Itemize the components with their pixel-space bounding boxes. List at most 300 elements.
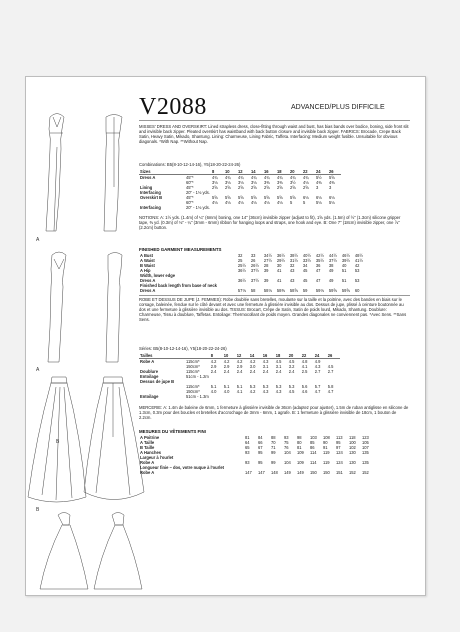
yardage-value: 4.8	[301, 359, 308, 364]
yardage-value: 4.1	[301, 364, 308, 369]
yardage-row-label: Dessus de jupe B	[140, 379, 175, 384]
yardage-value: 4.7	[314, 389, 321, 394]
sizes-header-label: Tailles	[139, 353, 185, 359]
measurement-value: 27½	[263, 258, 272, 263]
yardage-value: 3	[328, 185, 332, 190]
figure-label-a: A	[36, 237, 40, 243]
yardage-value: 4.5	[327, 364, 334, 369]
measurement-value: 39½	[341, 258, 350, 263]
yardage-row-label: Dress A	[140, 175, 156, 180]
yardage-value	[262, 394, 275, 399]
yardage-value	[288, 394, 301, 399]
yardage-value: 4¾	[289, 175, 296, 180]
yardage-value: 4.2	[249, 359, 256, 364]
measurement-value: 118	[349, 435, 356, 440]
measurement-value: 149	[284, 470, 291, 475]
measurement-value: 33½	[302, 258, 311, 263]
size-header-cell: 12	[236, 353, 249, 359]
measurement-value: 97	[336, 445, 341, 450]
yardage-value	[315, 205, 328, 210]
yardage-value: 2.9	[223, 364, 230, 369]
sizes-header-label: Sizes	[139, 169, 185, 175]
yardage-value: 5⅝	[328, 175, 335, 180]
yardage-value: 2⅝	[289, 185, 296, 190]
yardage-value: 2.7	[327, 369, 334, 374]
measurement-value: 26	[250, 258, 256, 263]
measurement-value: 75	[284, 440, 289, 445]
yardage-row-label: Entoilage	[140, 374, 159, 379]
yardage-value	[223, 394, 236, 399]
dress-a-back-drawing	[104, 115, 122, 232]
measurement-value: 34½	[263, 253, 272, 258]
size-header-cell: 14	[249, 353, 262, 359]
measurement-row-label: A Poitrine	[140, 435, 160, 440]
yardage-value: 2⅝	[237, 185, 244, 190]
measurement-value: 107	[362, 445, 369, 450]
yardage-value: 6⅛	[302, 195, 309, 200]
measurement-value: 102	[349, 445, 356, 450]
measurement-value: 25½	[237, 263, 246, 268]
yardage-value: 3.0	[249, 364, 256, 369]
yardage-value: 4¾	[276, 175, 283, 180]
measurement-value: 113	[336, 435, 343, 440]
measurement-value: 108	[323, 435, 330, 440]
measurement-value: 53	[354, 268, 360, 273]
measurement-row	[139, 470, 374, 475]
measurement-value: 95	[336, 440, 341, 445]
yardage-value: 6⅛	[328, 195, 335, 200]
yardage-value	[275, 394, 288, 399]
measurement-row-label: A Bust	[140, 253, 154, 258]
yardage-value	[211, 205, 224, 210]
measurement-value: 45	[302, 268, 308, 273]
measurement-value: 103	[310, 435, 317, 440]
yardage-value	[302, 205, 315, 210]
yardage-value: 5	[289, 200, 293, 205]
size-header-cell: 10	[224, 169, 237, 175]
measurement-value: 43	[289, 268, 295, 273]
measurement-value: 39	[263, 278, 269, 283]
measurement-value: 91	[323, 445, 328, 450]
yardage-value: 4⅛	[250, 200, 257, 205]
yardage-value	[276, 205, 289, 210]
yardage-row-unit: 45"*	[186, 185, 194, 190]
yardage-value: 4.5	[275, 359, 282, 364]
french-notions: MERCERIE: A: 1.4m de baleine de 6mm, 1 fermeture à glissière invisible de 36cm (adaptez pour ajuster), 1.5m de ruban antiglisse en silicone de 1.3cm, 0.3m pour des boucles et bretelles d'accrochage de 3mm - 6mm, 1 agrafe. B: 1 fermeture à glissière invisible de 18cm, 1 bouton de 2.2cm.	[139, 405, 409, 421]
yardage-value: 4.2	[236, 359, 243, 364]
measurement-value: 34	[302, 263, 308, 268]
yardage-row-unit: 115cm*	[186, 369, 200, 374]
yardage-value: 4¾	[250, 175, 257, 180]
yardage-row-label: Doublure	[140, 369, 158, 374]
measurement-value: 95	[258, 460, 263, 465]
measurement-row-label: A Waist	[140, 258, 155, 263]
measurement-value: 80	[297, 440, 302, 445]
measurement-value: 119	[323, 450, 330, 455]
yardage-value: 2.4	[275, 369, 282, 374]
yardage-row-unit: 51cm - 1.3m	[186, 394, 209, 399]
yardage-value: 2.9	[210, 364, 217, 369]
yardage-value: 3½	[289, 180, 296, 185]
measurement-value: 57⅛	[237, 288, 246, 293]
measurement-value: 150	[310, 470, 317, 475]
size-header-cell: 14	[250, 169, 263, 175]
measurement-value: 41½	[354, 258, 363, 263]
measurement-value: 130	[349, 450, 356, 455]
yardage-row-unit: 150cm*	[186, 364, 200, 369]
measurement-row	[139, 288, 367, 293]
measurement-value: 36	[315, 263, 321, 268]
size-header-cell: 22	[302, 169, 315, 175]
measurement-row-label: Largeur à l'ourlet	[140, 455, 174, 460]
yardage-value: 4.7	[327, 389, 334, 394]
measurement-value: 104	[284, 450, 291, 455]
measurement-value: 26½	[250, 263, 259, 268]
yardage-value	[250, 205, 263, 210]
measurement-value: 47	[315, 268, 321, 273]
yardage-value: 2⅝	[302, 185, 309, 190]
measurement-value: 84	[258, 435, 263, 440]
figure-label-a-2: A	[36, 367, 40, 373]
yardage-value: 2.5	[301, 369, 308, 374]
yardage-value: 3⅛	[237, 180, 244, 185]
measurement-row-spacer	[225, 470, 244, 475]
french-finished-header: MESURES DU VÊTEMENTS FINI	[139, 429, 206, 434]
english-notions: NOTIONS: A: 1½ yds. (1.4m) of ¼" (6mm) boning, one 14" (36cm) invisible zipper (adjust to fit), 1⅝ yds. (1.5m) of ½" (1.3cm) silicone gripper tape, ⅜ yd. (0.3m) of ⅛" - ¼" (3mm - 6mm) ribbon for hanging loops and straps, one hook and eye. B: One 7" (18cm) invisible zipper, one ⅞" (2.2cm) button.	[139, 215, 401, 231]
measurement-value: 85	[310, 440, 315, 445]
measurement-value: 46½	[341, 253, 350, 258]
measurement-value: 31½	[289, 258, 298, 263]
yardage-row-unit: 115cm*	[186, 359, 200, 364]
pattern-envelope-back	[25, 76, 426, 596]
yardage-row-unit: 20" - 1⅛ yds.	[186, 205, 210, 210]
measurement-value: 42½	[315, 253, 324, 258]
measurement-value: 53	[354, 278, 360, 283]
measurement-value: 38	[328, 263, 334, 268]
yardage-row-label: Robe A	[140, 359, 155, 364]
yardage-value: 2.7	[314, 369, 321, 374]
measurement-value: 100	[349, 440, 356, 445]
measurement-value: 30	[276, 263, 282, 268]
size-header-cell: 22	[301, 353, 314, 359]
yardage-value: 4.2	[210, 359, 217, 364]
measurement-row-label: Robe A	[140, 460, 155, 465]
yardage-value: 4.3	[314, 364, 321, 369]
yardage-value: 3⅜	[263, 180, 270, 185]
size-header-cell: 24	[315, 169, 328, 175]
yardage-row-label: Interfacing	[140, 205, 161, 210]
french-yardage-table	[139, 353, 340, 399]
yardage-row-unit: 115cm*	[186, 384, 200, 389]
french-series: Séries: B5(8-10-12-14-16), Y5(18-20-22-24-26)	[139, 346, 227, 351]
measurement-value: 59⅝	[341, 288, 350, 293]
measurement-value: 32	[237, 253, 243, 258]
size-header-cell: 10	[223, 353, 236, 359]
yardage-value: 4⅛	[237, 200, 244, 205]
size-header-cell: 16	[263, 169, 276, 175]
yardage-value: 2.4	[262, 369, 269, 374]
size-header-cell: 26	[327, 353, 340, 359]
size-header-cell: 24	[314, 353, 327, 359]
measurement-value: 58⅜	[276, 288, 285, 293]
yardage-value: 5.3	[249, 384, 256, 389]
yardage-row-unit: 60"*	[186, 180, 194, 185]
yardage-value	[301, 394, 314, 399]
yardage-value: 5⅝	[211, 195, 218, 200]
measurement-value: 60	[354, 288, 360, 293]
pattern-difficulty: ADVANCED/PLUS DIFFICILE	[291, 104, 385, 111]
yardage-value: 5.1	[210, 384, 217, 389]
measurement-value: 51	[341, 278, 347, 283]
measurement-row-spacer	[218, 288, 237, 293]
yardage-value: 5.7	[314, 384, 321, 389]
measurement-value: 38½	[289, 253, 298, 258]
yardage-value	[328, 205, 341, 210]
yardage-row-label: Lining	[140, 185, 153, 190]
dress-a-variant-drawing	[48, 252, 122, 362]
english-description: MISSES' DRESS AND OVERSKIRT: Lined strapless dress, close-fitting through waist and bust, has bias bands over bodice, boning, side front slit and invisible back zipper. Pleated overskirt has waistband with back button closure and invisible back zipper. FABRICS: Brocade, Crepe Back Satin, Heavy Satin, Mikado, Shantung. Lining: Charmeuse, Lining Fabric, Taffeta. Interfacing: Medium weight fusible. Unsuitable for obvious diagonals. *With Nap. **Without Nap.	[139, 124, 409, 145]
measurement-value: 58⅛	[263, 288, 272, 293]
yardage-value: 3⅛	[250, 180, 257, 185]
measurement-value: 67	[258, 445, 263, 450]
measurement-value: 114	[310, 450, 317, 455]
yardage-row-unit: 45"*	[186, 195, 194, 200]
yardage-row-label: Overskirt B	[140, 195, 163, 200]
yardage-value	[224, 205, 237, 210]
yardage-value: 4⅛	[211, 200, 218, 205]
measurement-value: 114	[310, 460, 317, 465]
measurement-value: 65	[245, 445, 250, 450]
measurement-value: 59	[302, 288, 308, 293]
size-header-cell: 26	[328, 169, 341, 175]
pattern-number: V2088	[139, 94, 207, 120]
yardage-value: 5⅝	[263, 195, 270, 200]
measurement-value: 37½	[250, 268, 259, 273]
yardage-row-unit: 51cm - 1.2m	[186, 374, 209, 379]
measurement-value: 105	[362, 440, 369, 445]
yardage-value: 4⅛	[276, 200, 283, 205]
yardage-value	[327, 394, 340, 399]
yardage-value: 3⅛	[224, 180, 231, 185]
measurement-row-label: Robe A	[140, 470, 155, 475]
measurement-value: 71	[271, 445, 276, 450]
measurement-value: 64	[245, 440, 250, 445]
measurement-value: 39	[263, 268, 269, 273]
yardage-value: 4⅛	[224, 200, 231, 205]
yardage-value: 4⅛	[263, 200, 270, 205]
yardage-row-label: Entoilage	[140, 394, 159, 399]
yardage-value: 4¾	[237, 175, 244, 180]
measurement-value: 45	[302, 278, 308, 283]
measurement-value: 48½	[354, 253, 363, 258]
figure-label-b: B	[36, 507, 40, 513]
measurement-row-label: Dress A	[140, 278, 156, 283]
yardage-value: 6⅛	[315, 195, 322, 200]
yardage-row-label: Interfacing	[140, 190, 161, 195]
measurement-value: 93	[245, 460, 250, 465]
yardage-row	[139, 205, 341, 210]
measurement-value: 152	[349, 470, 356, 475]
yardage-value: 2.4	[210, 369, 217, 374]
yardage-value: 4.3	[262, 389, 269, 394]
yardage-value: 2.4	[288, 369, 295, 374]
measurement-value: 41	[276, 278, 282, 283]
measurement-value: 93	[284, 435, 289, 440]
measurement-value: 109	[297, 450, 304, 455]
measurement-value: 135	[362, 450, 369, 455]
measurement-value: 47	[315, 278, 321, 283]
french-description: ROBE ET DESSUS DE JUPE (J. FEMMES): Robe doublée sans bretelles, moulante sur la taille et la poitrine, avec des bandes en biais sur le corsage, baleinée, fendue sur le côté devant et avec une fermeture à glissière invisible au dos. Dessus de jupe, plissé à ceinture boutonnée au dos et une fermeture à glissière invisible au dos. TISSUS: Brocart, Crêpe de Satin, Satin de poids lourd, Mikado, Shantung. Doublure: Charmeuse, Tissu à doublure, Taffetas. Entoilage: Thermocollant de poids moyen. Grandes diagonales ne conviennent pas. *Avec Sens. **Sans Sens.	[139, 297, 407, 323]
measurement-value: 123	[362, 435, 369, 440]
yardage-value: 2.4	[236, 369, 243, 374]
yardage-value	[289, 205, 302, 210]
measurement-value: 104	[284, 460, 291, 465]
measurement-value: 58	[250, 288, 256, 293]
measurement-value: 37½	[328, 258, 337, 263]
yardage-value: 5⅛	[328, 200, 335, 205]
size-header-cell: 20	[289, 169, 302, 175]
yardage-value: 2⅝	[211, 185, 218, 190]
yardage-value: 4¾	[263, 175, 270, 180]
measurement-value: 70	[271, 440, 276, 445]
yardage-value: 4.5	[288, 359, 295, 364]
measurement-value: 98	[297, 435, 302, 440]
yardage-value: 2⅝	[250, 185, 257, 190]
yardage-value: 3.1	[262, 364, 269, 369]
yardage-value: 5.1	[236, 384, 243, 389]
yardage-value: 3⅛	[211, 180, 218, 185]
yardage-row-unit: 150cm*	[186, 389, 200, 394]
size-header-cell: 18	[275, 353, 288, 359]
yardage-value: 5.3	[275, 384, 282, 389]
measurement-value: 147	[258, 470, 265, 475]
size-header-cell: 16	[262, 353, 275, 359]
yardage-value: 4.2	[249, 389, 256, 394]
yardage-value: 2⅝	[263, 185, 270, 190]
measurement-row-label: A Hanches	[140, 450, 162, 455]
measurement-value: 40½	[302, 253, 311, 258]
yardage-value: 5⅝	[237, 195, 244, 200]
yardage-value: 5⅝	[224, 195, 231, 200]
yardage-value: 4.5	[288, 389, 295, 394]
yardage-value	[210, 394, 223, 399]
measurement-row-label: Longueur finie – dos, votre nuque à l'ourlet	[140, 465, 224, 470]
yardage-value: 5⅝	[289, 195, 296, 200]
yardage-value: 5.8	[327, 384, 334, 389]
measurement-value: 36½	[276, 253, 285, 258]
measurement-value: 51	[341, 268, 347, 273]
measurement-value: 124	[336, 450, 343, 455]
measurement-row-label: B Taille	[140, 445, 155, 450]
size-header-cell: 18	[276, 169, 289, 175]
english-finished-table	[139, 253, 367, 293]
header-divider	[139, 120, 410, 121]
measurement-value: 58⅝	[289, 288, 298, 293]
measurement-value: 37½	[250, 278, 259, 283]
yardage-value	[314, 394, 327, 399]
measurement-value: 49	[328, 268, 334, 273]
language-divider	[139, 295, 410, 296]
yardage-value: 5.3	[262, 384, 269, 389]
yardage-row-unit: 60"*	[186, 200, 194, 205]
measurement-value: 150	[323, 470, 330, 475]
measurement-value: 66	[258, 440, 263, 445]
measurement-value: 49	[328, 278, 334, 283]
measurement-value: 109	[297, 460, 304, 465]
measurement-row-label: A Hip	[140, 268, 151, 273]
measurement-value: 29½	[276, 258, 285, 263]
measurement-value: 135	[362, 460, 369, 465]
measurement-row-label: Finished back length from base of neck	[140, 283, 217, 288]
measurement-value: 147	[245, 470, 252, 475]
yardage-value: 4.9	[314, 359, 321, 364]
measurement-value: 148	[271, 470, 278, 475]
yardage-value: 3.2	[288, 364, 295, 369]
measurement-value: 90	[323, 440, 328, 445]
yardage-value: 4.6	[301, 389, 308, 394]
measurement-value: 36½	[237, 268, 246, 273]
measurement-value: 25	[237, 258, 243, 263]
yardage-value: 5⅝	[276, 195, 283, 200]
measurement-value: 86	[310, 445, 315, 450]
yardage-value: 4¾	[224, 175, 231, 180]
measurement-value: 28	[263, 263, 269, 268]
yardage-value	[236, 394, 249, 399]
yardage-value: 3	[315, 185, 319, 190]
yardage-value: 4⅛	[302, 180, 309, 185]
yardage-row-unit: 20" - 1⅛ yds.	[186, 190, 210, 195]
yardage-value: 4⅜	[328, 180, 335, 185]
measurement-row-label: Dress A	[140, 288, 156, 293]
yardage-value: 2⅝	[224, 185, 231, 190]
measurement-value: 59⅛	[315, 288, 324, 293]
measurement-row-label: A Taille	[140, 440, 155, 445]
yardage-value: 4.0	[210, 389, 217, 394]
yardage-value: 3⅜	[276, 180, 283, 185]
measurement-row-label: Width, lower edge	[140, 273, 175, 278]
garment-line-drawings	[26, 77, 146, 595]
yardage-value: 2.9	[236, 364, 243, 369]
yardage-value: 5½	[315, 175, 322, 180]
measurement-value: 124	[336, 460, 343, 465]
yardage-row-unit: 45"*	[186, 175, 194, 180]
size-header-cell: 20	[288, 353, 301, 359]
measurement-value: 88	[271, 435, 276, 440]
measurement-value: 35½	[315, 258, 324, 263]
dress-with-overskirt-drawing	[40, 513, 142, 590]
measurement-value: 119	[323, 460, 330, 465]
yardage-value: 2⅝	[276, 185, 283, 190]
measurement-value: 151	[336, 470, 343, 475]
measurement-value: 33	[250, 253, 256, 258]
measurement-value: 149	[297, 470, 304, 475]
measurement-value: 42	[354, 263, 360, 268]
english-yardage-table	[139, 169, 341, 210]
measurement-row-label: B Waist	[140, 263, 155, 268]
measurement-value: 59⅝	[328, 288, 337, 293]
yardage-value	[237, 205, 250, 210]
measurement-value: 81	[297, 445, 302, 450]
measurement-value: 32	[289, 263, 295, 268]
overskirt-b-back-drawing	[84, 377, 144, 500]
yardage-value: 5.3	[288, 384, 295, 389]
english-combinations: Combinations: B5(8-10-12-14-16), Y5(18-20-22-24-26)	[139, 162, 241, 167]
measurement-value: 40	[341, 263, 347, 268]
yardage-value: 4⅜	[315, 180, 322, 185]
yardage-value: 5	[302, 200, 306, 205]
english-finished-header: FINISHED GARMENT MEASUREMENTS	[139, 247, 222, 252]
measurement-value: 44½	[328, 253, 337, 258]
